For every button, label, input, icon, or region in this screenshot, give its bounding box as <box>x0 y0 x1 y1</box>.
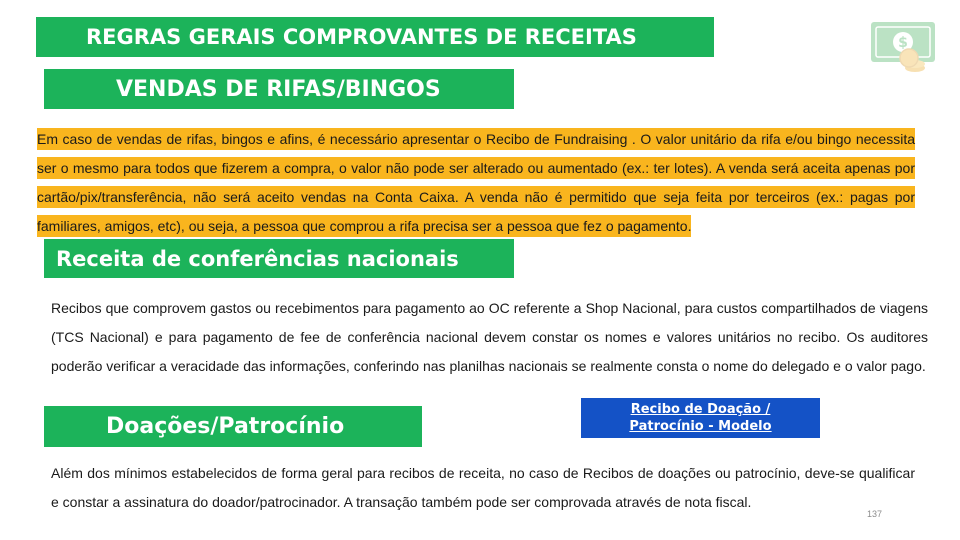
page-number: 137 <box>867 509 883 519</box>
rifas-paragraph <box>37 125 915 241</box>
svg-text:$: $ <box>898 35 908 51</box>
doacoes-section-title: Doações/Patrocínio <box>106 414 345 439</box>
link-line-1: Recibo de Doação / <box>630 402 771 417</box>
doacoes-section-banner <box>44 406 422 447</box>
money-bill-coins-icon <box>869 18 937 82</box>
receita-paragraph: Recibos que comprovem gastos ou recebimentos para pagamento ao OC referente a Shop Nacional, para custos compartilhados de viagens (TCS Nacional) e para pagamento de fee de conferência nacional devem constar os nomes e valores unitários no recibo. Os auditores poderão verificar a veracidade das informações, conferindo nas planilhas nacionais se realmente consta o nome do delegado e o valor pago. <box>51 300 928 374</box>
rifas-paragraph-text: Em caso de vendas de rifas, bingos e afins, é necessário apresentar o Recibo de Fundraising . O valor unitário da rifa e/ou bingo necessita ser o mesmo para todos que fizerem a compra, o valor não pode ser alterado ou aumentado (ex.: ter lotes). A venda será aceita apenas por cartão/pix/transferência, não será aceito vendas na Conta Caixa. A venda não é permitido que seja feita por terceiros (ex.: pagas por familiares, amigos, etc), ou seja, a pessoa que comprou a rifa precisa ser a pessoa que fez o pagamento. <box>37 128 915 237</box>
receita-section-title: Receita de conferências nacionais <box>56 246 459 271</box>
recibo-doacao-modelo-link[interactable] <box>581 398 820 438</box>
receita-section-banner <box>44 239 514 278</box>
link-line-2: Patrocínio - Modelo <box>629 419 772 434</box>
rifas-section-banner <box>44 69 514 109</box>
main-title: REGRAS GERAIS COMPROVANTES DE RECEITAS <box>86 25 637 49</box>
doacoes-paragraph: Além dos mínimos estabelecidos de forma geral para recibos de receita, no caso de Recibos de doações ou patrocínio, deve-se qualificar e constar a assinatura do doador/patrocinador. A transação também pode ser comprovada através de nota fiscal. <box>51 465 915 510</box>
rifas-section-title: VENDAS DE RIFAS/BINGOS <box>116 76 441 102</box>
main-title-banner <box>36 17 714 57</box>
